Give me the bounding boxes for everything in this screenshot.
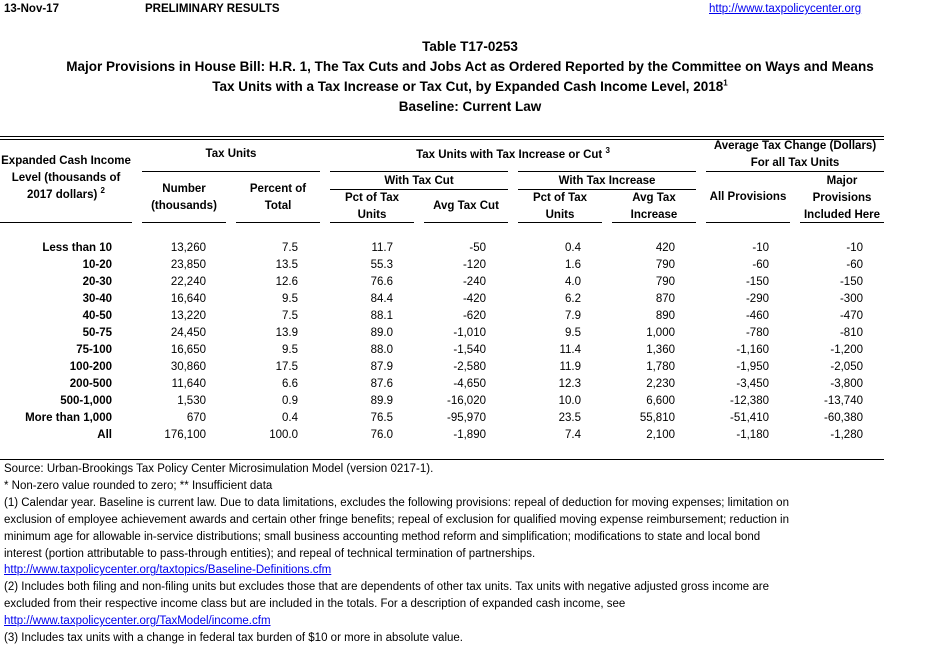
- source-note: Source: Urban-Brookings Tax Policy Center Microsimulation Model (version 0217-1).: [4, 463, 434, 475]
- cell-inc-avg: 2,100: [646, 429, 675, 441]
- cell-inc-pct: 4.0: [565, 276, 581, 288]
- cell-inc-avg: 790: [655, 276, 675, 288]
- table-id: Table T17-0253: [422, 39, 518, 54]
- cell-cut-avg: -4,650: [453, 378, 486, 390]
- footnote-2: (2) Includes both filing and non-filing units but excludes those that are dependents of other tax units. Tax units with negative adjusted gross income are: [4, 581, 770, 594]
- cell-inc-pct: 11.9: [559, 361, 581, 373]
- rule: [518, 222, 602, 223]
- cell-inc-pct: 11.4: [559, 344, 581, 356]
- rule: [0, 222, 132, 223]
- footnote-1-cont: minimum age for allowable in-service distributions; small business accounting method reform and simplification; modifications to state and local bond: [4, 530, 761, 543]
- report-date: 13-Nov-17: [4, 3, 59, 15]
- cell-number: 1,530: [177, 395, 206, 407]
- footnote-1: (1) Calendar year. Baseline is current law. Due to data limitations, excludes the following provisions: repeal of deduction for moving expenses; limitation on: [4, 496, 789, 509]
- cell-cut-pct: 76.0: [370, 429, 393, 441]
- header-all-provisions: All Provisions: [709, 191, 787, 203]
- cell-all-provisions: -51,410: [729, 412, 769, 424]
- table-row: [0, 359, 884, 375]
- cell-inc-pct: 6.2: [565, 293, 581, 305]
- rule: [800, 222, 884, 223]
- table-row: [0, 376, 884, 392]
- cell-cut-pct: 87.9: [370, 361, 393, 373]
- cell-all-provisions: -3,450: [736, 378, 769, 390]
- cell-inc-avg: 790: [655, 259, 675, 271]
- cell-number: 16,640: [170, 293, 206, 305]
- cell-inc-pct: 23.5: [558, 412, 581, 424]
- baseline-definitions-link[interactable]: http://www.taxpolicycenter.org/taxtopics/Baseline-Definitions.cfm: [4, 564, 332, 577]
- header-with-tax-increase: With Tax Increase: [558, 175, 656, 187]
- header-inc-pct: Pct of Tax Units: [532, 192, 588, 221]
- cell-major-provisions: -1,200: [830, 344, 863, 356]
- cell-all-provisions: -10: [752, 242, 769, 254]
- cell-major-provisions: -300: [839, 293, 863, 305]
- cell-pct-total: 12.6: [275, 276, 298, 288]
- cell-major-provisions: -3,800: [830, 378, 863, 390]
- cell-cut-avg: -1,540: [453, 344, 486, 356]
- cell-all-provisions: -60: [752, 259, 769, 271]
- cell-number: 30,860: [170, 361, 206, 373]
- cell-number: 670: [186, 412, 206, 424]
- row-label: More than 1,000: [25, 412, 112, 424]
- income-definition-link[interactable]: http://www.taxpolicycenter.org/TaxModel/income.cfm: [4, 615, 271, 628]
- rule: [330, 171, 508, 172]
- cell-inc-pct: 7.9: [565, 310, 581, 322]
- cell-pct-total: 9.5: [282, 293, 298, 305]
- cell-major-provisions: -13,740: [823, 395, 863, 407]
- cell-cut-avg: -240: [462, 276, 486, 288]
- header-cut-avg: Avg Tax Cut: [433, 200, 499, 212]
- cell-pct-total: 7.5: [282, 242, 298, 254]
- cell-cut-avg: -120: [462, 259, 486, 271]
- cell-cut-avg: -2,580: [453, 361, 486, 373]
- cell-inc-pct: 10.0: [558, 395, 581, 407]
- table-title: Major Provisions in House Bill: H.R. 1, The Tax Cuts and Jobs Act as Ordered Reported by the Committee on Ways and Means: [66, 59, 874, 74]
- header-number: Number (thousands): [151, 183, 217, 212]
- cell-cut-pct: 11.7: [371, 242, 393, 254]
- row-label: All: [97, 429, 112, 441]
- cell-inc-avg: 6,600: [646, 395, 675, 407]
- header-percent-total: Percent of Total: [249, 183, 307, 212]
- header-tax-units-group: Tax Units: [205, 148, 257, 160]
- cell-number: 11,640: [171, 378, 206, 390]
- cell-cut-pct: 76.6: [370, 276, 393, 288]
- table-row: [0, 325, 884, 341]
- footnote-1-cont: interest (portion attributable to pass-through entities); and repeal of technical termination of partnerships.: [4, 547, 536, 560]
- table-row: [0, 342, 884, 358]
- cell-major-provisions: -470: [839, 310, 863, 322]
- footnote-1-cont: exclusion of employee achievement awards and certain other fringe benefits; repeal of exclusion for qualified moving expense reimbursement; reduction in: [4, 513, 789, 526]
- cell-pct-total: 9.5: [282, 344, 298, 356]
- cell-inc-avg: 1,000: [646, 327, 675, 339]
- row-label: 20-30: [82, 276, 112, 288]
- cell-inc-pct: 9.5: [565, 327, 581, 339]
- rule: [142, 222, 226, 223]
- cell-cut-pct: 88.0: [370, 344, 393, 356]
- header-avg-change-group: Average Tax Change (Dollars) For all Tax Units: [713, 140, 877, 169]
- cell-number: 13,260: [170, 242, 206, 254]
- cell-inc-avg: 870: [655, 293, 675, 305]
- row-label: 75-100: [76, 344, 112, 356]
- row-label: 500-1,000: [60, 395, 112, 407]
- cell-pct-total: 13.5: [275, 259, 298, 271]
- preliminary-label: PRELIMINARY RESULTS: [145, 3, 280, 15]
- cell-cut-avg: -1,010: [453, 327, 486, 339]
- cell-major-provisions: -1,280: [830, 429, 863, 441]
- cell-cut-pct: 89.9: [370, 395, 393, 407]
- cell-all-provisions: -1,180: [736, 429, 769, 441]
- cell-cut-avg: -16,020: [446, 395, 486, 407]
- table-row: [0, 240, 884, 256]
- cell-all-provisions: -1,950: [736, 361, 769, 373]
- cell-major-provisions: -2,050: [830, 361, 863, 373]
- cell-major-provisions: -60: [846, 259, 863, 271]
- table-row-total: [0, 427, 884, 443]
- footnote-3: (3) Includes tax units with a change in federal tax burden of $10 or more in absolute value.: [4, 632, 463, 645]
- row-label: 200-500: [69, 378, 112, 390]
- cell-all-provisions: -780: [745, 327, 769, 339]
- rule: [706, 222, 790, 223]
- row-label: 30-40: [82, 293, 112, 305]
- footnote-2-cont: excluded from their respective income class but are included in the totals. For a description of expanded cash income, see: [4, 598, 626, 611]
- cell-inc-avg: 890: [655, 310, 675, 322]
- cell-major-provisions: -10: [846, 242, 863, 254]
- cell-inc-avg: 2,230: [646, 378, 675, 390]
- cell-cut-pct: 55.3: [370, 259, 393, 271]
- footnote-ref-1: 1: [723, 78, 728, 88]
- symbol-legend: * Non-zero value rounded to zero; ** Insufficient data: [4, 479, 273, 492]
- cell-number: 16,650: [170, 344, 206, 356]
- cell-cut-pct: 76.5: [370, 412, 393, 424]
- rule: [518, 171, 696, 172]
- cell-all-provisions: -1,160: [736, 344, 769, 356]
- cell-inc-pct: 12.3: [558, 378, 581, 390]
- cell-inc-avg: 420: [655, 242, 675, 254]
- cell-number: 23,850: [170, 259, 206, 271]
- cell-pct-total: 13.9: [275, 327, 298, 339]
- table-row: [0, 308, 884, 324]
- table-notes: [4, 461, 904, 647]
- cell-pct-total: 100.0: [269, 429, 298, 441]
- cell-number: 22,240: [170, 276, 206, 288]
- cell-cut-avg: -50: [469, 242, 486, 254]
- cell-inc-pct: 7.4: [565, 429, 581, 441]
- cell-inc-avg: 1,360: [646, 344, 675, 356]
- cell-cut-pct: 84.4: [370, 293, 393, 305]
- cell-all-provisions: -290: [745, 293, 769, 305]
- row-label: Less than 10: [42, 242, 112, 254]
- cell-cut-avg: -95,970: [446, 412, 486, 424]
- header-increase-or-cut-group: Tax Units with Tax Increase or Cut $^3$: [416, 146, 610, 161]
- cell-cut-avg: -1,890: [453, 429, 486, 441]
- tpc-homepage-link[interactable]: http://www.taxpolicycenter.org: [709, 3, 862, 15]
- rule: [706, 171, 884, 172]
- cell-pct-total: 17.5: [275, 361, 298, 373]
- cell-pct-total: 0.4: [282, 412, 298, 424]
- table-row: [0, 257, 884, 273]
- table-bottom-rule: [0, 459, 884, 460]
- cell-cut-pct: 87.6: [370, 378, 393, 390]
- rule: [236, 222, 320, 223]
- row-label: 40-50: [82, 310, 112, 322]
- header-with-tax-cut: With Tax Cut: [384, 175, 454, 187]
- baseline-label: Baseline: Current Law: [398, 99, 542, 114]
- cell-inc-pct: 1.6: [565, 259, 581, 271]
- cell-inc-pct: 0.4: [565, 242, 581, 254]
- rule: [424, 222, 508, 223]
- rule: [612, 222, 696, 223]
- table-row: [0, 393, 884, 409]
- row-label: 10-20: [82, 259, 112, 271]
- cell-number: 13,220: [170, 310, 206, 322]
- cell-cut-pct: 88.1: [370, 310, 393, 322]
- cell-number: 24,450: [170, 327, 206, 339]
- cell-pct-total: 0.9: [282, 395, 298, 407]
- cell-cut-pct: 89.0: [370, 327, 393, 339]
- cell-cut-avg: -620: [462, 310, 486, 322]
- rule: [142, 171, 320, 172]
- cell-major-provisions: -810: [839, 327, 863, 339]
- cell-inc-avg: 55,810: [639, 412, 675, 424]
- cell-pct-total: 7.5: [282, 310, 298, 322]
- cell-cut-avg: -420: [462, 293, 486, 305]
- rule: [330, 222, 414, 223]
- table-row: [0, 410, 884, 426]
- cell-major-provisions: -60,380: [823, 412, 863, 424]
- table-subtitle: Tax Units with a Tax Increase or Tax Cut, by Expanded Cash Income Level, 2018$^1$: [212, 78, 728, 94]
- header-major-provisions: Major Provisions Included Here: [803, 175, 881, 221]
- table-row: [0, 274, 884, 290]
- cell-pct-total: 6.6: [282, 378, 298, 390]
- cell-major-provisions: -150: [839, 276, 863, 288]
- header-income-level: Expanded Cash Income Level (thousands of 2017 dollars) $^2$: [1, 155, 131, 201]
- cell-all-provisions: -150: [745, 276, 769, 288]
- cell-all-provisions: -12,380: [729, 395, 769, 407]
- header-cut-pct: Pct of Tax Units: [344, 192, 400, 221]
- cell-inc-avg: 1,780: [646, 361, 675, 373]
- cell-number: 176,100: [164, 429, 206, 441]
- header-inc-avg: Avg Tax Increase: [630, 192, 678, 221]
- table-row: [0, 291, 884, 307]
- row-label: 100-200: [69, 361, 112, 373]
- cell-all-provisions: -460: [745, 310, 769, 322]
- row-label: 50-75: [82, 327, 112, 339]
